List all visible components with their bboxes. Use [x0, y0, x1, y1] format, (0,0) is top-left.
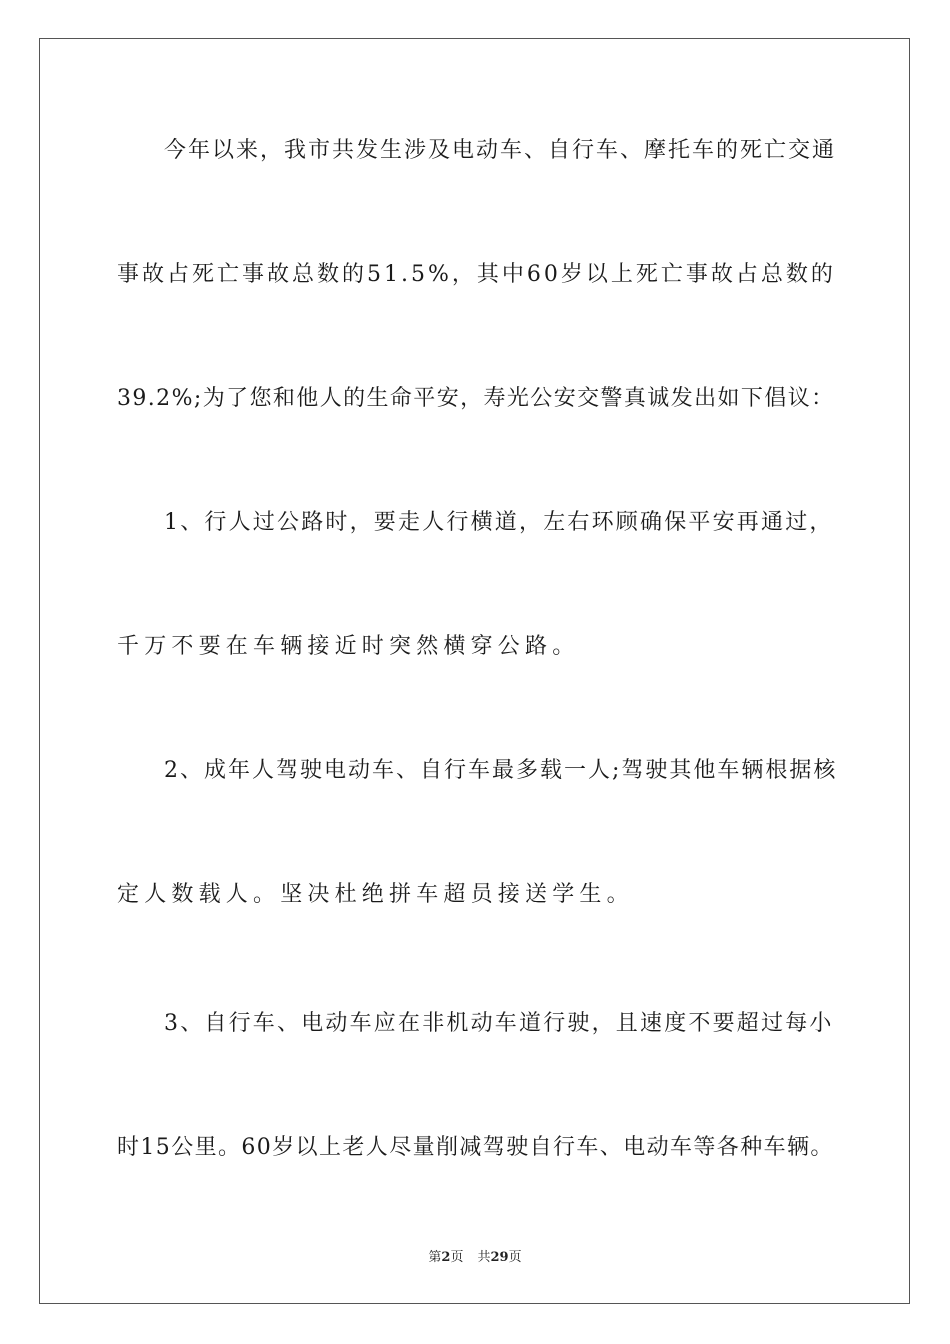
paragraph-line: 2、成年人驾驶电动车、自行车最多载一人;驾驶其他车辆根据核 — [164, 758, 838, 783]
footer-page-prefix: 第 — [428, 1250, 442, 1265]
page-footer — [0, 1246, 950, 1265]
footer-total-prefix: 共 — [477, 1250, 491, 1265]
paragraph-line: 今年以来，我市共发生涉及电动车、自行车、摩托车的死亡交通 — [164, 138, 837, 163]
page-border — [39, 38, 910, 1304]
paragraph-line: 39.2%;为了您和他人的生命平安，寿光公安交警真诚发出如下倡议： — [117, 386, 835, 411]
footer-total-suffix: 页 — [508, 1250, 522, 1265]
footer-page-number: 2 — [441, 1250, 451, 1265]
footer-total-pages: 29 — [490, 1250, 509, 1265]
paragraph-line: 1、行人过公路时，要走人行横道，左右环顾确保平安再通过， — [164, 510, 834, 535]
paragraph-line: 千万不要在车辆接近时突然横穿公路。 — [117, 634, 580, 659]
paragraph-line: 时15公里。60岁以上老人尽量削减驾驶自行车、电动车等各种车辆。 — [117, 1135, 834, 1160]
paragraph-line: 3、自行车、电动车应在非机动车道行驶，且速度不要超过每小 — [164, 1011, 834, 1036]
paragraph-line: 定人数载人。坚决杜绝拼车超员接送学生。 — [117, 882, 634, 907]
paragraph-line: 事故占死亡事故总数的51.5%，其中60岁以上死亡事故占总数的 — [117, 262, 836, 287]
footer-page-suffix: 页 — [450, 1250, 464, 1265]
